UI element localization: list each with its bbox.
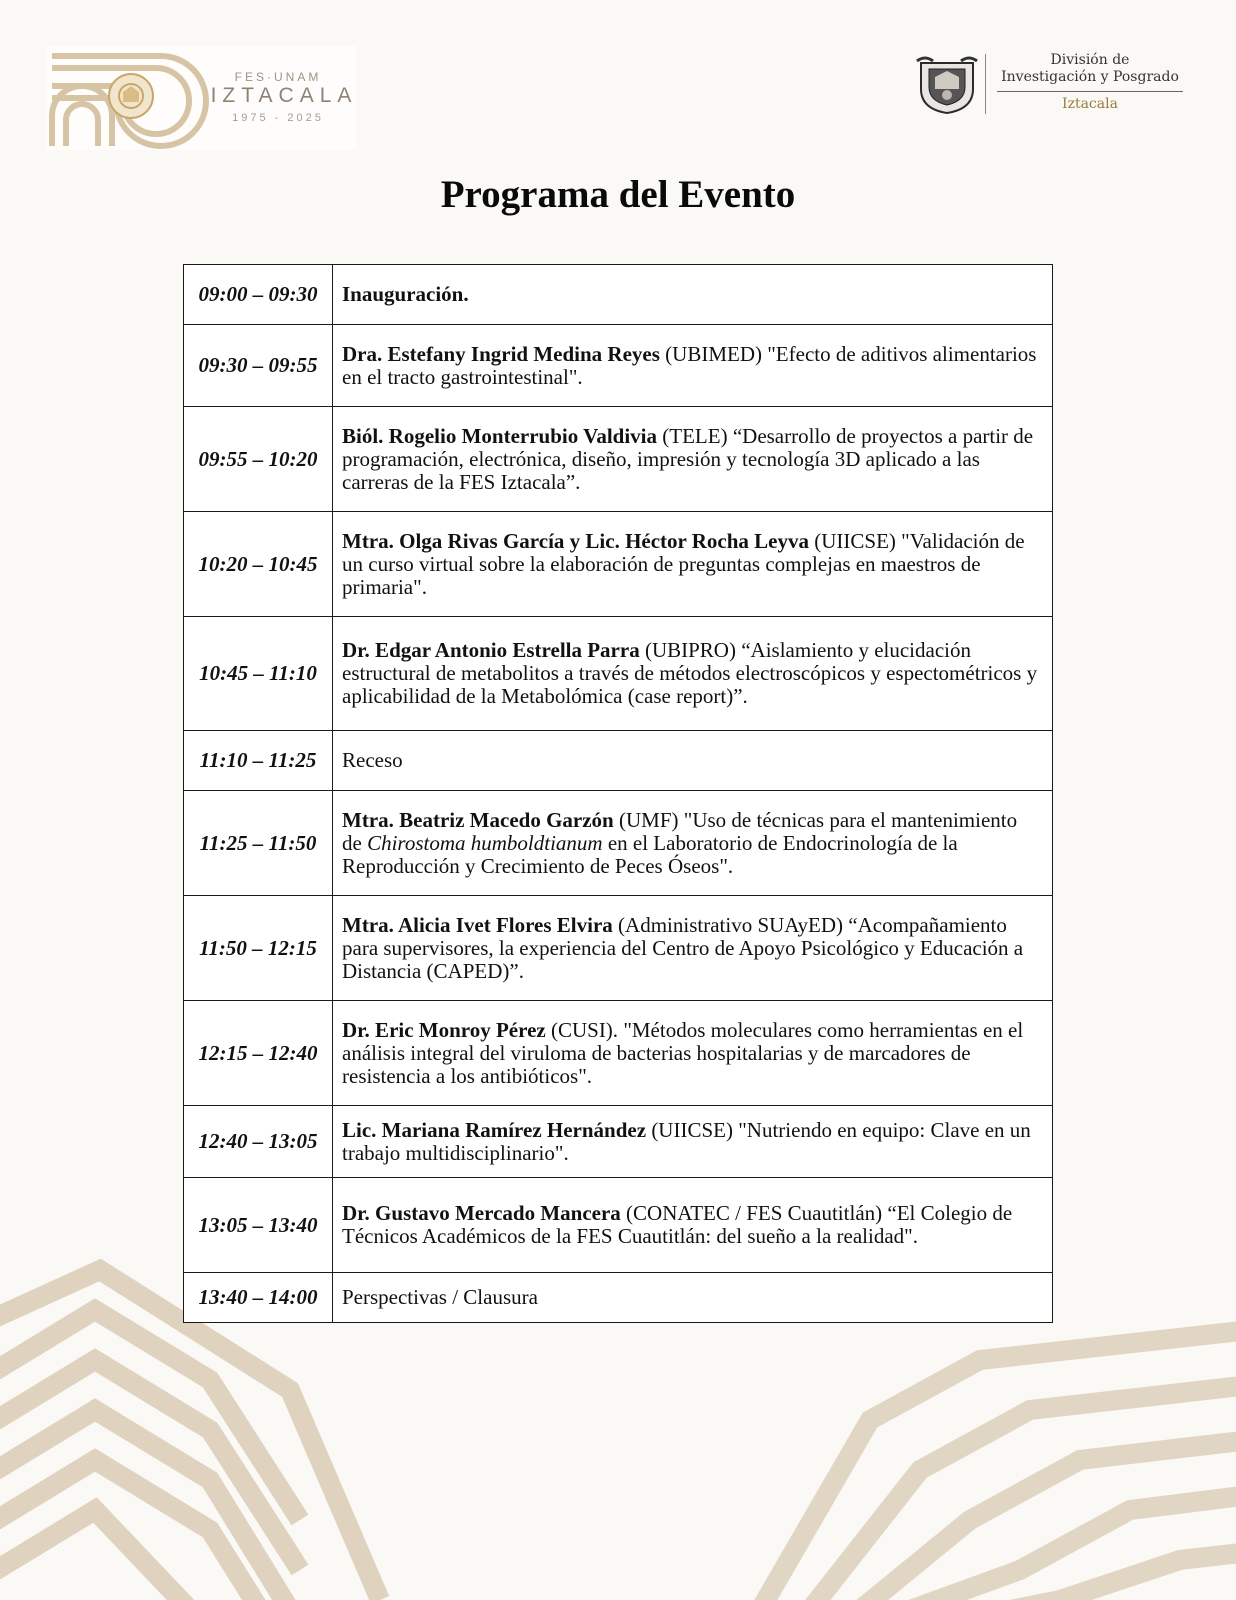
speaker-affiliation: (Administrativo SUAyED) <box>612 912 849 937</box>
speaker-name: Dr. Gustavo Mercado Mancera <box>342 1201 621 1225</box>
schedule-description <box>333 1273 1053 1323</box>
schedule-row <box>184 731 1053 791</box>
schedule-description <box>333 512 1053 617</box>
schedule-time: 12:40 – 13:05 <box>184 1106 333 1178</box>
talk-title: “Aislamiento y elucidación estructural de metabolitos a través de métodos electroscópicos y espectométricos y aplicabilidad de la Metabolómica (case report)”. <box>342 638 1038 708</box>
schedule-description <box>333 1001 1053 1106</box>
schedule-time: 11:25 – 11:50 <box>184 791 333 896</box>
schedule-description <box>333 731 1053 791</box>
schedule-description <box>333 1106 1053 1178</box>
talk-title: "Efecto de aditivos alimentarios en el tracto gastrointestinal". <box>342 341 1037 389</box>
logo-iztacala-text: Iztacala <box>1062 96 1118 112</box>
schedule-row <box>184 1273 1053 1323</box>
logo-rule <box>997 91 1183 92</box>
schedule-row <box>184 896 1053 1001</box>
logo-fes-unam-text: FES·UNAM <box>234 70 322 84</box>
schedule-time: 09:30 – 09:55 <box>184 325 333 407</box>
talk-title: "Validación de un curso virtual sobre la elaboración de preguntas complejas en maestros de primaria". <box>342 528 1025 599</box>
fes-iztacala-anniversary-logo <box>46 46 356 150</box>
schedule-time: 10:20 – 10:45 <box>184 512 333 617</box>
logo-division-text: División de <box>1050 52 1130 68</box>
talk-title: “El Colegio de Técnicos Académicos de la FES Cuautitlán: del sueño a la realidad". <box>342 1201 1013 1248</box>
schedule-description <box>333 407 1053 512</box>
schedule-row <box>184 265 1053 325</box>
speaker-name: Inauguración. <box>342 282 469 306</box>
talk-title: "Métodos moleculares como herramientas en el análisis integral del viruloma de bacterias hospitalarias y de marcadores de resistencia a los antibióticos". <box>342 1017 1024 1088</box>
division-investigacion-logo <box>915 50 1185 120</box>
schedule-description <box>333 265 1053 325</box>
talk-title-italic: Chirostoma humboldtianum <box>367 830 603 855</box>
talk-title: “Desarrollo de proyectos a partir de programación, electrónica, diseño, impresión y tecnología 3D aplicado a las carreras de la FES Iztacala”. <box>342 423 1034 494</box>
logo-separator <box>985 54 986 114</box>
speaker-affiliation: (CONATEC / FES Cuautitlán) <box>620 1201 888 1225</box>
schedule-row <box>184 617 1053 731</box>
speaker-affiliation: (UMF) <box>613 807 684 832</box>
speaker-name: Lic. Mariana Ramírez Hernández <box>342 1117 647 1142</box>
schedule-row <box>184 1178 1053 1273</box>
talk-title-end: en el Laboratorio de Endocrinología de la Reproducción y Crecimiento de Peces Óseos". <box>342 830 958 878</box>
schedule-row <box>184 325 1053 407</box>
speaker-name: Dra. Estefany Ingrid Medina Reyes <box>342 341 660 366</box>
schedule-row <box>184 407 1053 512</box>
schedule-row <box>184 791 1053 896</box>
speaker-name: Biól. Rogelio Monterrubio Valdivia <box>342 423 658 448</box>
schedule-time: 09:00 – 09:30 <box>184 265 333 325</box>
talk-title: "Nutriendo en equipo: Clave en un trabajo multidisciplinario". <box>342 1117 1031 1165</box>
schedule-description <box>333 896 1053 1001</box>
page-title: Programa del Evento <box>440 173 796 216</box>
schedule-time: 13:05 – 13:40 <box>184 1178 333 1273</box>
talk-title: Perspectivas / Clausura <box>342 1285 538 1309</box>
schedule-row <box>184 1001 1053 1106</box>
speaker-affiliation: (TELE) <box>657 423 733 448</box>
speaker-name: Dr. Edgar Antonio Estrella Parra <box>342 638 640 662</box>
speaker-name: Mtra. Olga Rivas García y Lic. Héctor Rocha Leyva <box>342 528 809 553</box>
speaker-affiliation: (UBIPRO) <box>639 638 742 662</box>
schedule-time: 11:50 – 12:15 <box>184 896 333 1001</box>
schedule-time: 09:55 – 10:20 <box>184 407 333 512</box>
schedule-row <box>184 1106 1053 1178</box>
schedule-description <box>333 617 1053 731</box>
logo-iztacala-text: IZTACALA <box>210 84 358 107</box>
talk-title: "Uso de técnicas para el mantenimiento de <box>342 807 1018 855</box>
schedule-time: 11:10 – 11:25 <box>184 731 333 791</box>
talk-title: Receso <box>342 748 403 772</box>
speaker-name: Dr. Eric Monroy Pérez <box>342 1017 546 1042</box>
speaker-name: Mtra. Beatriz Macedo Garzón <box>342 807 614 832</box>
talk-title: “Acompañamiento para supervisores, la experiencia del Centro de Apoyo Psicológico y Educación a Distancia (CAPED)”. <box>342 912 1024 983</box>
logo-years-text: 1975 - 2025 <box>232 112 324 124</box>
speaker-affiliation: (CUSI). <box>545 1017 624 1042</box>
speaker-affiliation: (UIICSE) <box>808 528 902 553</box>
schedule-time: 10:45 – 11:10 <box>184 617 333 731</box>
schedule-table <box>183 264 1053 1323</box>
logo-investigacion-text: Investigación y Posgrado <box>1001 69 1179 85</box>
schedule-time: 12:15 – 12:40 <box>184 1001 333 1106</box>
schedule-description <box>333 791 1053 896</box>
speaker-name: Mtra. Alicia Ivet Flores Elvira <box>342 912 613 937</box>
speaker-affiliation: (UIICSE) <box>646 1117 739 1142</box>
schedule-description <box>333 1178 1053 1273</box>
schedule-time: 13:40 – 14:00 <box>184 1273 333 1323</box>
schedule-row <box>184 512 1053 617</box>
schedule-description <box>333 325 1053 407</box>
unam-seal-icon <box>915 55 979 115</box>
speaker-affiliation: (UBIMED) <box>659 341 768 366</box>
